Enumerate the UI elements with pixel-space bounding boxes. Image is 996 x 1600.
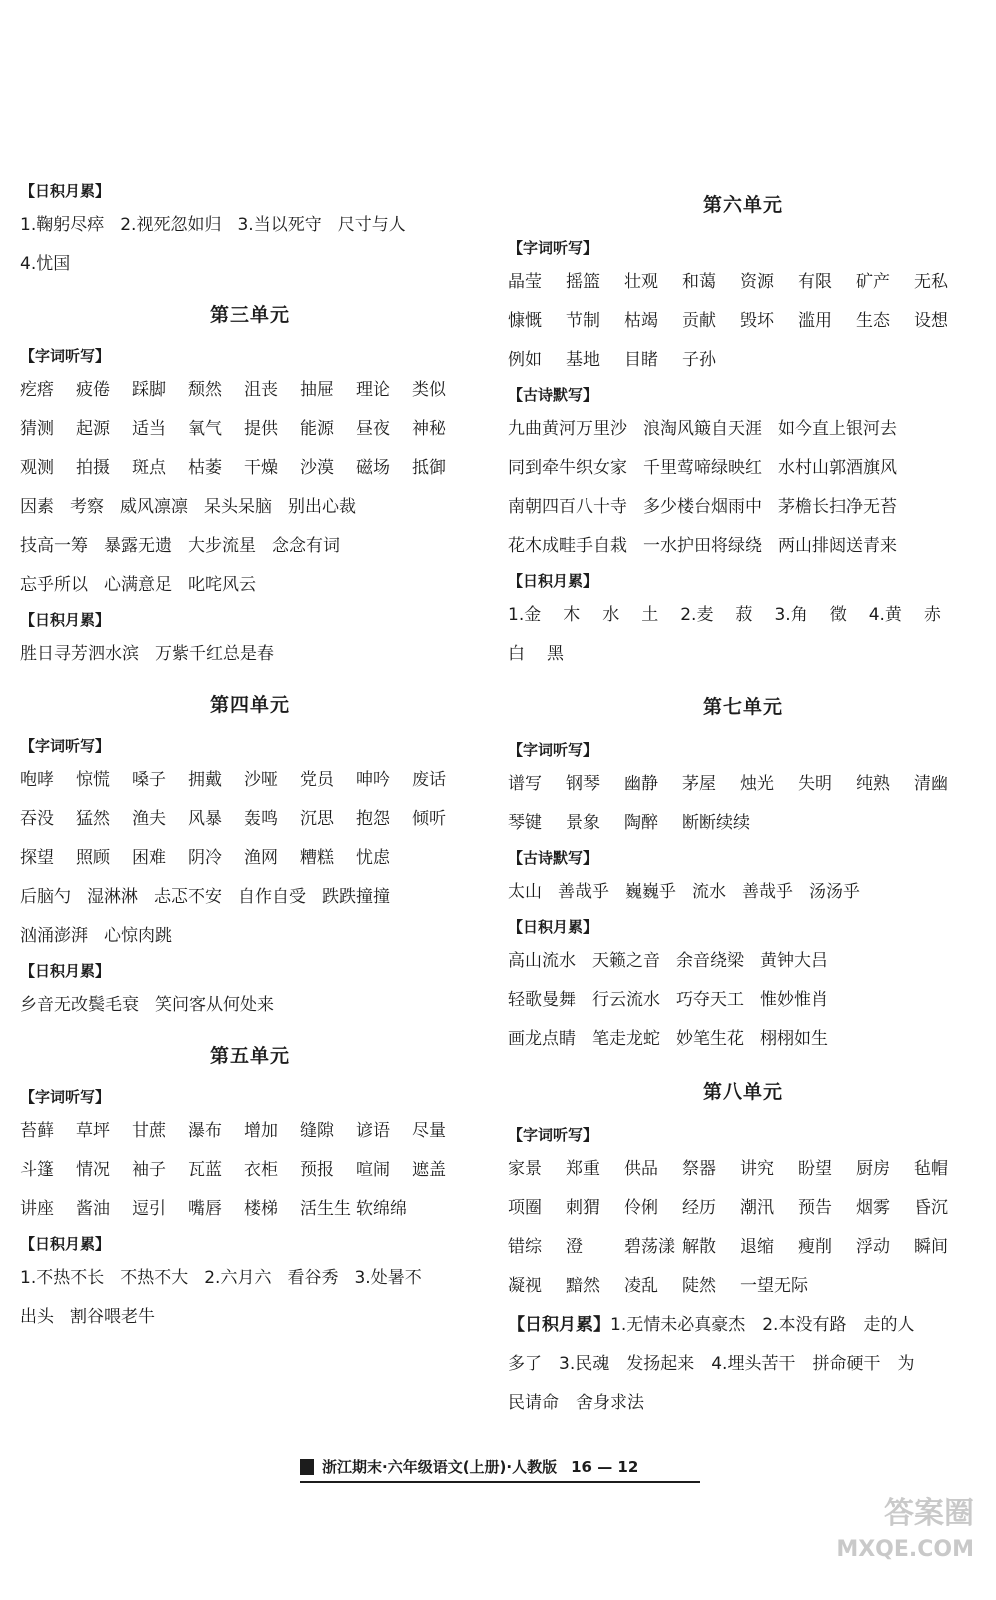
page-number: 16 — 12 (571, 1458, 639, 1476)
section-tag-daily: 【日积月累】 (508, 1315, 610, 1335)
word-row: 疙瘩 疲倦 踩脚 颓然 沮丧 抽屉 理论 类似 (20, 380, 446, 400)
word-row: 家景 郑重 供品 祭器 讲究 盼望 厨房 毡帽 (508, 1159, 948, 1179)
section-tag-poem: 【古诗默写】 (508, 849, 599, 867)
section-tag-daily: 【日积月累】 (20, 1235, 111, 1253)
section-tag-daily: 【日积月累】 (508, 572, 599, 590)
word-row: 猜测 起源 适当 氧气 提供 能源 昼夜 神秘 (20, 419, 446, 439)
word-row: 晶莹 摇篮 壮观 和蔼 资源 有限 矿产 无私 (508, 272, 948, 292)
daily-answers-line: 乡音无改鬓毛衰 笑问客从何处来 (20, 995, 274, 1015)
daily-answers-line: 【日积月累】1.无情未必真豪杰 2.本没有路 走的人 (508, 1315, 915, 1335)
word-row: 因素 考察 威风凛凛 呆头呆脑 别出心裁 (20, 497, 356, 517)
section-tag-dictation: 【字词听写】 (508, 741, 599, 759)
section-tag-daily: 【日积月累】 (20, 611, 111, 629)
word-row: 咆哮 惊慌 嗓子 拥戴 沙哑 党员 呻吟 废话 (20, 770, 446, 790)
word-row: 琴键 景象 陶醉 断断续续 (508, 813, 750, 833)
unit-8-title: 第八单元 (702, 1081, 783, 1103)
idiom-row: 画龙点睛 笔走龙蛇 妙笔生花 栩栩如生 (508, 1029, 828, 1049)
daily-answers-line: 多了 3.民魂 发扬起来 4.埋头苦干 拼命硬干 为 (508, 1354, 915, 1374)
daily-answers-line: 1.不热不长 不热不大 2.六月六 看谷秀 3.处暑不 (20, 1268, 422, 1288)
word-row: 项圈 刺猬 伶俐 经历 潮汛 预告 烟雾 昏沉 (508, 1198, 948, 1218)
word-row: 汹涌澎湃 心惊肉跳 (20, 926, 172, 946)
daily-answers-line: 4.忧国 (20, 254, 71, 274)
section-tag-dictation: 【字词听写】 (508, 239, 599, 257)
book-icon (300, 1459, 314, 1475)
footer-title: 浙江期末·六年级语文(上册)·人教版 (322, 1458, 558, 1476)
word-row: 后脑勺 湿淋淋 忐忑不安 自作自受 跌跌撞撞 (20, 887, 390, 907)
word-row: 讲座 酱油 逗引 嘴唇 楼梯 活生生 软绵绵 (20, 1199, 407, 1219)
word-row: 例如 基地 目睹 子孙 (508, 350, 716, 370)
unit-6-title: 第六单元 (702, 194, 783, 216)
daily-answers-line: 1.鞠躬尽瘁 2.视死忽如归 3.当以死守 尺寸与人 (20, 215, 406, 235)
word-row: 错综 澄 碧荡漾 解散 退缩 瘦削 浮动 瞬间 (508, 1237, 948, 1257)
section-tag-daily: 【日积月累】 (20, 182, 111, 200)
poem-row: 南朝四百八十寺 多少楼台烟雨中 茅檐长扫净无苔 (508, 497, 897, 517)
unit-4-title: 第四单元 (209, 694, 290, 716)
daily-answers-line: 民请命 舍身求法 (508, 1393, 644, 1413)
unit-7-title: 第七单元 (702, 696, 783, 718)
section-tag-poem: 【古诗默写】 (508, 386, 599, 404)
word-row: 观测 拍摄 斑点 枯萎 干燥 沙漠 磁场 抵御 (20, 458, 446, 478)
daily-answers-line: 白 黑 (508, 644, 564, 664)
daily-answers-line: 胜日寻芳泗水滨 万紫千红总是春 (20, 644, 274, 664)
left-column (20, 176, 480, 1337)
poem-row: 花木成畦手自栽 一水护田将绿绕 两山排闼送青来 (508, 536, 897, 556)
section-tag-dictation: 【字词听写】 (508, 1126, 599, 1144)
right-column (508, 190, 978, 1423)
word-row: 吞没 猛然 渔夫 风暴 轰鸣 沉思 抱怨 倾听 (20, 809, 446, 829)
word-row: 慷慨 节制 枯竭 贡献 毁坏 滥用 生态 设想 (508, 311, 948, 331)
poem-row: 太山 善哉乎 巍巍乎 流水 善哉乎 汤汤乎 (508, 882, 860, 902)
word-row: 谱写 钢琴 幽静 茅屋 烛光 失明 纯熟 清幽 (508, 774, 948, 794)
word-row: 苔藓 草坪 甘蔗 瀑布 增加 缝隙 谚语 尽量 (20, 1121, 446, 1141)
word-row: 技高一筹 暴露无遗 大步流星 念念有词 (20, 536, 340, 556)
poem-row: 同到牵牛织女家 千里莺啼绿映红 水村山郭酒旗风 (508, 458, 897, 478)
section-tag-daily: 【日积月累】 (508, 918, 599, 936)
word-row: 斗篷 情况 袖子 瓦蓝 衣柜 预报 喧闹 遮盖 (20, 1160, 446, 1180)
word-row: 凝视 黯然 凌乱 陡然 一望无际 (508, 1276, 808, 1296)
word-row: 忘乎所以 心满意足 叱咤风云 (20, 575, 256, 595)
unit-3-title: 第三单元 (209, 304, 290, 326)
idiom-row: 高山流水 天籁之音 余音绕梁 黄钟大吕 (508, 951, 828, 971)
section-tag-dictation: 【字词听写】 (20, 1088, 111, 1106)
poem-row: 九曲黄河万里沙 浪淘风簸自天涯 如今直上银河去 (508, 419, 897, 439)
watermark: 答案圈 MXQE.COM (836, 1496, 974, 1562)
section-tag-dictation: 【字词听写】 (20, 737, 111, 755)
section-tag-dictation: 【字词听写】 (20, 347, 111, 365)
idiom-row: 轻歌曼舞 行云流水 巧夺天工 惟妙惟肖 (508, 990, 828, 1010)
unit-5-title: 第五单元 (209, 1045, 290, 1067)
daily-answers-line: 1.金 木 水 土 2.麦 菽 3.角 徵 4.黄 赤 (508, 605, 941, 625)
word-row: 探望 照顾 困难 阴冷 渔网 糟糕 忧虑 (20, 848, 390, 868)
daily-answers-line: 出头 割谷喂老牛 (20, 1307, 155, 1327)
section-tag-daily: 【日积月累】 (20, 962, 111, 980)
page-footer (300, 1455, 700, 1483)
